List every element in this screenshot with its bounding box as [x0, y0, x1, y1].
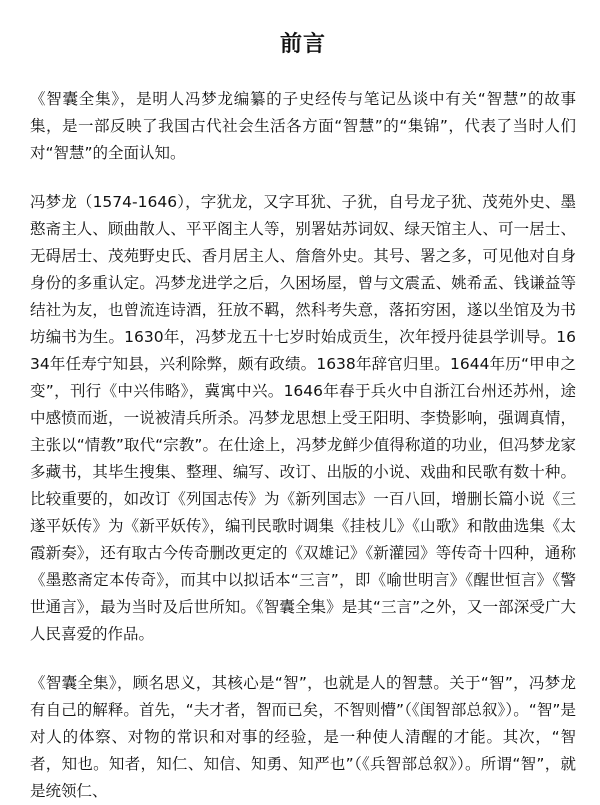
paragraph-wisdom: 《智囊全集》，顾名思义，其核心是“智”，也就是人的智慧。关于“智”，冯梦龙有自己的解释。首先，“夫才者，智而已矣，不智则懵”（《闺智部总叙》）。“智”是对人的体察、对物的常识和对事的经验，是一种使人清醒的才能。其次，“智者，知也。知者，知仁、知信、知勇、知严也”（《兵智部总叙》）。所谓“智”，就是统领仁、: [30, 674, 576, 800]
paragraph-biography: 冯梦龙（1574-1646），字犹龙，又字耳犹、子犹，自号龙子犹、茂苑外史、墨憨斋主人、顾曲散人、平平阁主人等，别署姑苏词奴、绿天馆主人、可一居士、无碍居士、茂苑野史氏、香月居主人、詹詹外史。其号、署之多，可见他对自身身份的多重认定。冯梦龙进学之后，久困场屋，曾与文震孟、姚希孟、钱谦益等结社为友，也曾流连诗酒，狂放不羁，然科考失意，落拓穷困，遂以坐馆及为书坊编书为生。1630年，冯梦龙五十七岁时始成贡生，次年授丹徒县学训导。1634年任寿宁知县，兴利除弊，颇有政绩。1638年辞官归里。1644年历“甲申之变”，刊行《中兴伟略》，冀寓中兴。1646年春于兵火中自浙江台州还苏州，途中感愤而逝，一说被清兵所杀。冯梦龙思想上受王阳明、李贽影响，强调真情，主张以“情教”取代“宗教”。在仕途上，冯梦龙鲜少值得称道的功业，但冯梦龙家多藏书，其毕生搜集、整理、编写、改订、出版的小说、戏曲和民歌有数十种。比较重要的，如改订《列国志传》为《新列国志》一百八回，增删长篇小说《三遂平妖传》为《新平妖传》，编刊民歌时调集《挂枝儿》《山歌》和散曲选集《太霞新奏》，还有取古今传奇删改更定的《双雄记》《新灌园》等传奇十四种，通称《墨憨斋定本传奇》，而其中以拟话本“三言”，即《喻世明言》《醒世恒言》《警世通言》，最为当时及后世所知。《智囊全集》是其“三言”之外，又一部深受广大人民喜爱的作品。: [30, 193, 576, 643]
paragraph-intro: 《智囊全集》，是明人冯梦龙编纂的子史经传与笔记丛谈中有关“智慧”的故事集，是一部反映了我国古代社会生活各方面“智慧”的“集锦”，代表了当时人们对“智慧”的全面认知。: [30, 90, 576, 162]
page-title: 前言: [279, 32, 326, 57]
